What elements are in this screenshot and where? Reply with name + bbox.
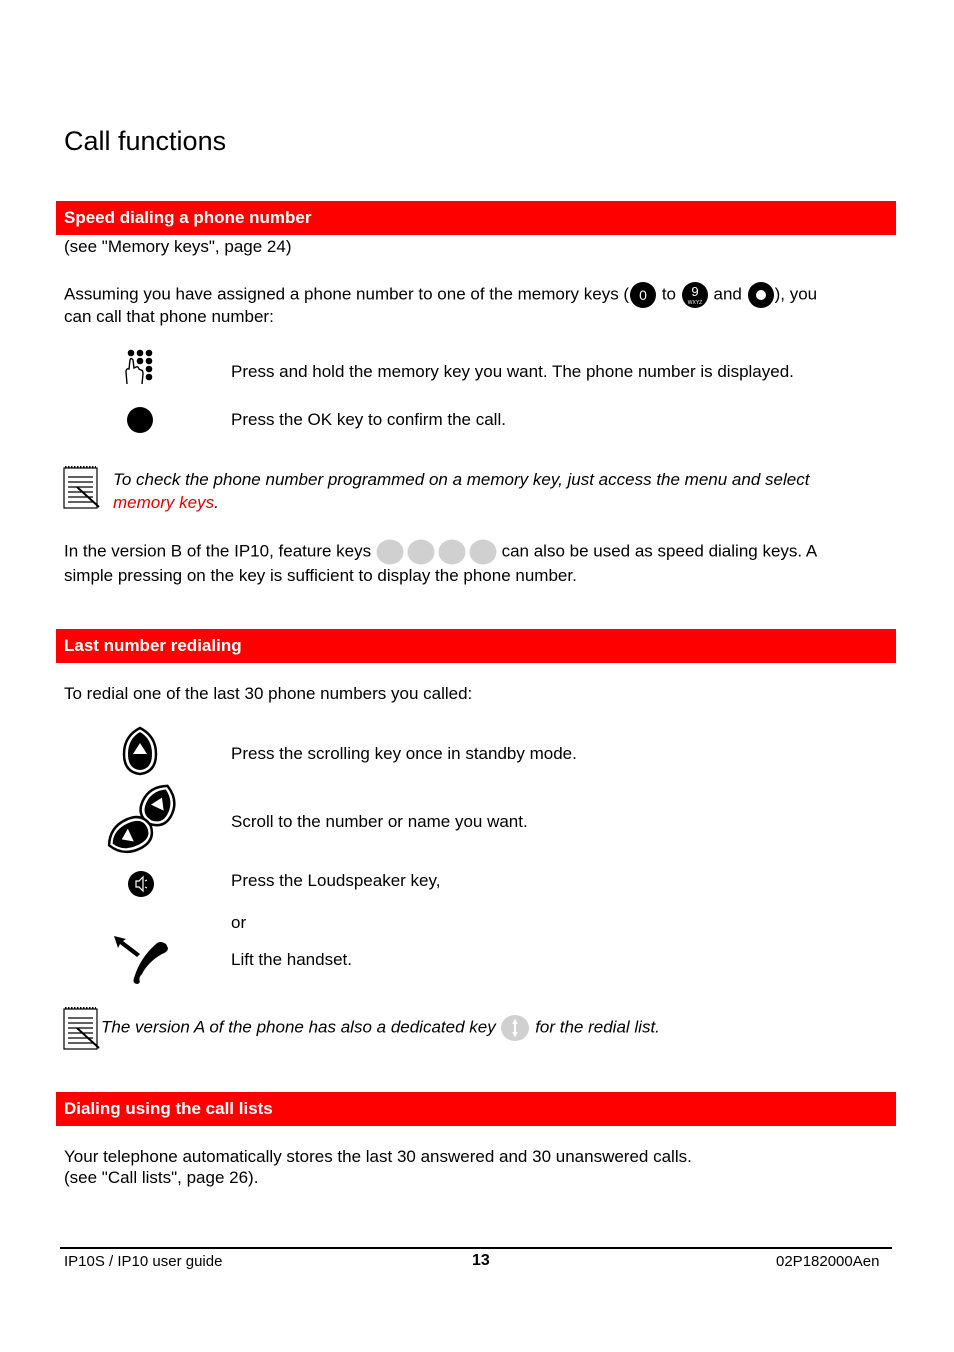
redial-or: or <box>231 913 247 932</box>
handset-lift-icon <box>110 932 172 988</box>
feature-key-icon <box>407 539 435 565</box>
footer-doc-code: 02P182000Aen <box>776 1253 880 1270</box>
ok-key-small-icon <box>747 281 775 309</box>
footer-rule <box>60 1247 892 1249</box>
note-memory-keys: To check the phone number programmed on a memory key, just access the menu and select memory keys. <box>113 470 810 512</box>
footer-guide-title: IP10S / IP10 user guide <box>64 1253 223 1270</box>
speed-dialing-reference: (see "Memory keys", page 24) <box>64 237 292 256</box>
memory-keys-link[interactable]: memory keys <box>113 493 215 512</box>
scroll-up-key-icon <box>120 726 160 776</box>
redial-step-1: Press the scrolling key once in standby mode. <box>231 744 577 763</box>
section-header-speed-dialing: Speed dialing a phone number <box>56 201 896 235</box>
feature-key-icon <box>438 539 466 565</box>
redial-step-2: Scroll to the number or name you want. <box>231 812 528 831</box>
keypad-hand-icon <box>122 348 156 386</box>
svg-text:9: 9 <box>691 284 699 299</box>
call-lists-text: Your telephone automatically stores the last 30 answered and 30 unanswered calls. (see "Call lists", page 26). <box>64 1147 692 1187</box>
redial-step-3: Press the Loudspeaker key, <box>231 871 441 890</box>
svg-text:WXYZ: WXYZ <box>687 300 702 306</box>
note-redial-key: The version A of the phone has also a dedicated key for the redial list. <box>101 1014 660 1042</box>
speed-dialing-intro: Assuming you have assigned a phone number to one of the memory keys ( 0 to 9 WXYZ and ), you <box>64 281 894 309</box>
section-header-redial: Last number redialing <box>56 629 896 663</box>
feature-key-icon <box>469 539 497 565</box>
version-b-text: In the version B of the IP10, feature keys can also be used as speed dialing keys. A <box>64 539 894 565</box>
version-b-text-cont: simple pressing on the key is sufficient to display the phone number. <box>64 566 577 585</box>
loudspeaker-key-icon <box>127 870 155 898</box>
ok-key-icon <box>126 406 154 434</box>
footer-page-number: 13 <box>472 1252 490 1269</box>
memory-key-0-icon <box>629 281 657 309</box>
svg-text:0: 0 <box>639 287 647 303</box>
feature-key-icon <box>376 539 404 565</box>
speed-step-2: Press the OK key to confirm the call. <box>231 410 506 429</box>
redial-key-icon <box>500 1014 530 1042</box>
redial-step-4: Lift the handset. <box>231 950 352 969</box>
notepad-icon <box>63 465 101 509</box>
speed-dialing-intro-cont: can call that phone number: <box>64 307 274 326</box>
redial-intro: To redial one of the last 30 phone numbers you called: <box>64 684 473 703</box>
memory-key-9-icon <box>681 281 709 309</box>
page-title: Call functions <box>64 126 227 156</box>
speed-step-1: Press and hold the memory key you want. The phone number is displayed. <box>231 362 794 381</box>
notepad-icon <box>63 1006 101 1050</box>
scroll-keys-icon <box>103 782 179 856</box>
section-header-call-lists: Dialing using the call lists <box>56 1092 896 1126</box>
